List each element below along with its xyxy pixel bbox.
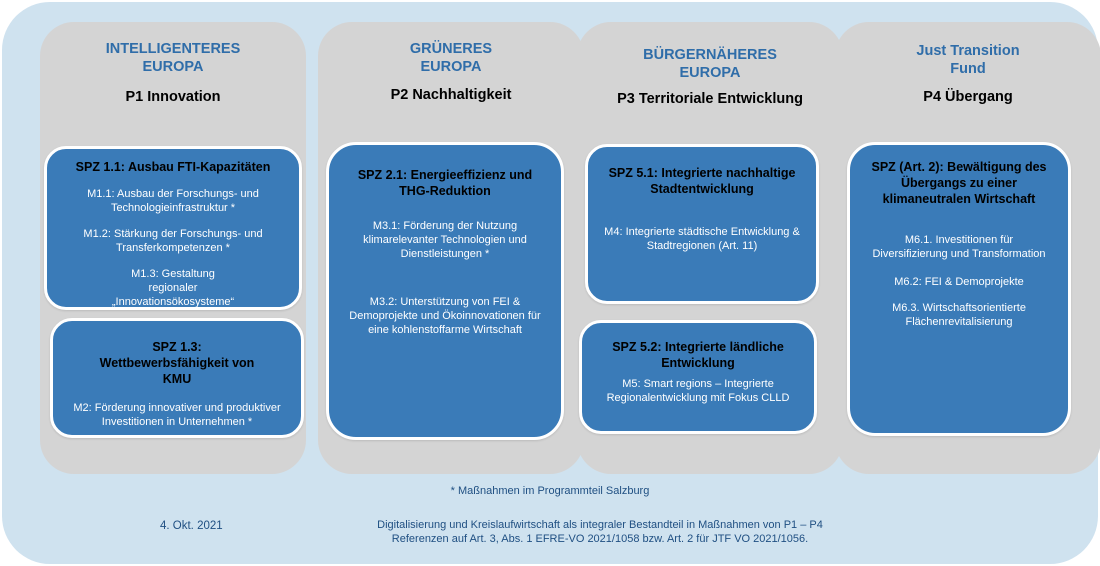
box-spz-5-2 [579, 320, 817, 434]
box-spz-1-3-item-1: M2: Förderung innovativer und produktiver Investitionen in Unternehmen * [73, 402, 281, 428]
box-spz-5-2-title: SPZ 5.2: Integrierte ländliche Entwicklung [612, 340, 784, 370]
column-p1 [40, 22, 306, 474]
box-spz-5-1-item-1: M4: Integrierte städtische Entwicklung & Stadtregionen (Art. 11) [604, 226, 800, 252]
column-p3-title: BÜRGERNÄHERES EUROPA [643, 47, 777, 81]
box-spz-5-1-title: SPZ 5.1: Integrierte nachhaltige Stadtentwicklung [608, 166, 796, 196]
box-spz-art-2-item-1: M6.1. Investitionen für Diversifizierung und Transformation [872, 234, 1046, 260]
column-p4-subtitle: P4 Übergang [923, 89, 1013, 105]
date: 4. Okt. 2021 [160, 520, 223, 532]
column-p1-title: INTELLIGENTERES EUROPA [105, 41, 241, 75]
column-p2-title: GRÜNERES EUROPA [409, 41, 493, 75]
box-spz-1-1-item-1: M1.1: Ausbau der Forschungs- und Technologieinfrastruktur * [87, 188, 259, 214]
column-p2-header [318, 40, 584, 104]
box-spz-1-3-title: SPZ 1.3: Wettbewerbsfähigkeit von KMU [99, 340, 255, 386]
column-p3-header [577, 46, 843, 108]
box-spz-1-1-item-3: M1.3: Gestaltung regionaler „Innovationsökosysteme“ [111, 268, 235, 308]
box-spz-1-3 [50, 318, 304, 438]
column-p2-subtitle: P2 Nachhaltigkeit [390, 87, 512, 103]
box-spz-5-1 [585, 144, 819, 304]
box-spz-2-1-item-2: M3.2: Unterstützung von FEI & Demoprojekte und Ökoinnovationen für eine kohlenstoffarme Wirtschaft [349, 296, 541, 336]
box-spz-5-2-item-1: M5: Smart regions – Integrierte Regionalentwicklung mit Fokus CLLD [606, 378, 790, 404]
column-p4-header [835, 42, 1100, 106]
box-spz-art-2 [847, 142, 1071, 436]
column-p3 [577, 22, 843, 474]
box-spz-2-1 [326, 142, 564, 440]
footnote: * Maßnahmen im Programmteil Salzburg [450, 485, 650, 497]
box-spz-2-1-title: SPZ 2.1: Energieeffizienz und THG-Reduktion [357, 168, 533, 198]
box-spz-2-1-item-1: M3.1: Förderung der Nutzung klimarelevanter Technologien und Dienstleistungen * [363, 220, 527, 260]
bottom-note [330, 518, 870, 546]
box-spz-1-1-title: SPZ 1.1: Ausbau FTI-Kapazitäten [75, 160, 271, 174]
box-spz-art-2-title: SPZ (Art. 2): Bewältigung des Übergangs zu einer klimaneutralen Wirtschaft [871, 160, 1047, 206]
bottom-note-line-1: Digitalisierung und Kreislaufwirtschaft als integraler Bestandteil in Maßnahmen von P1 – P4 [377, 519, 823, 531]
column-p4-title: Just Transition Fund [916, 43, 1020, 77]
box-spz-1-1-item-2: M1.2: Stärkung der Forschungs- und Transferkompetenzen * [83, 228, 263, 254]
box-spz-1-1 [44, 146, 302, 310]
column-p1-header [40, 40, 306, 106]
bottom-note-line-2: Referenzen auf Art. 3, Abs. 1 EFRE-VO 2021/1058 bzw. Art. 2 für JTF VO 2021/1056. [391, 533, 809, 545]
column-p3-subtitle: P3 Territoriale Entwicklung [617, 91, 803, 107]
column-p1-subtitle: P1 Innovation [125, 89, 221, 105]
column-p4 [835, 22, 1100, 474]
box-spz-art-2-item-3: M6.3. Wirtschaftsorientierte Flächenrevitalisierung [892, 302, 1026, 328]
box-spz-art-2-item-2: M6.2: FEI & Demoprojekte [894, 276, 1024, 288]
column-p2 [318, 22, 584, 474]
